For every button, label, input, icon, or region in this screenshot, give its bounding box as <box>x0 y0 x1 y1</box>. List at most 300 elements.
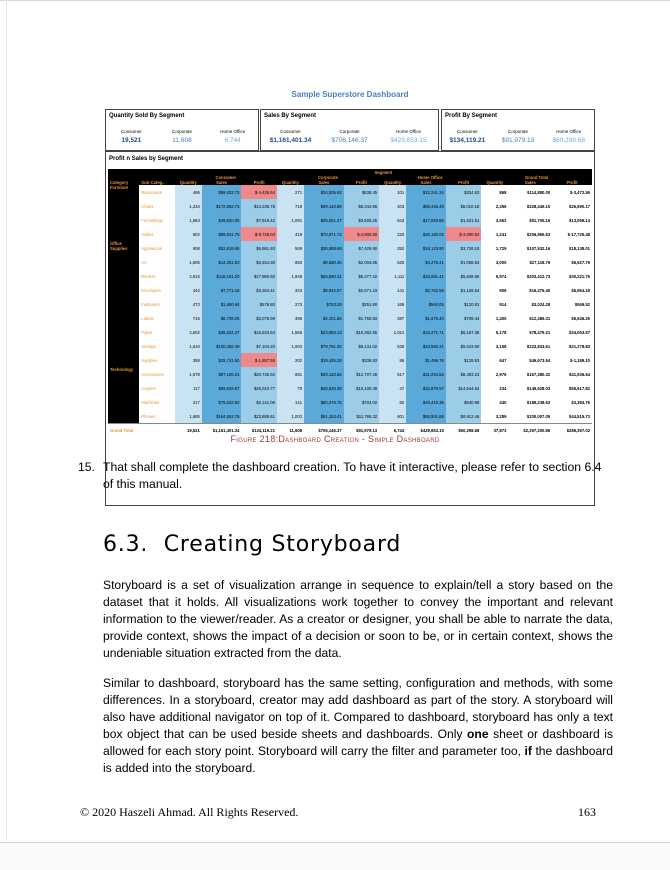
kpi-value: $91,979.13 <box>501 137 535 144</box>
value-cell: 643 <box>379 213 406 227</box>
kpi-values <box>442 137 594 144</box>
value-cell: $56,446.48 <box>406 199 446 213</box>
value-cell: $30,221.76 <box>569 273 590 279</box>
value-cell: $5,010.18 <box>446 199 481 213</box>
value-cell: $2,571.23 <box>344 283 379 297</box>
value-cell: $16,476.40 <box>529 287 551 293</box>
subcategory-cell: Bookcases <box>139 185 174 199</box>
total-value-cell: 6,744 <box>379 424 406 437</box>
category-cell: Office Supplies <box>108 241 139 367</box>
kpi-label: Corporate <box>508 129 529 134</box>
value-cell: 539 <box>379 339 406 353</box>
subcategory-cell: Storage <box>139 339 174 353</box>
value-cell: $34,005.92 <box>304 185 344 199</box>
value-cell: $17,083.85 <box>406 213 446 227</box>
value-cell: $107,532.16 <box>526 245 551 251</box>
total-value-cell: 19,521 <box>175 424 202 437</box>
value-cell: 1,948 <box>277 269 304 283</box>
value-cell: $206,965.53 <box>526 231 551 237</box>
value-cell: $1,128.54 <box>446 283 481 297</box>
value-cell: $189,238.63 <box>526 399 551 405</box>
value-cell: 440 <box>499 399 507 405</box>
value-cell: 1,241 <box>495 231 507 237</box>
value-cell: $8,493.23 <box>446 367 481 381</box>
value-cell: $7,429.90 <box>344 241 379 255</box>
total-value-cell: 37,873 <box>481 424 508 437</box>
value-cell: $1,496.76 <box>406 353 446 367</box>
value-cell: $7,919.42 <box>241 213 276 227</box>
kpi-quantity-card <box>105 109 259 151</box>
kpi-title: Quantity Sold By Segment <box>109 113 185 119</box>
table-row <box>108 395 592 409</box>
total-value-cell: $1,161,401.34 <box>202 424 242 437</box>
value-cell: $949.52 <box>574 301 590 307</box>
value-cell: 881 <box>277 367 304 381</box>
measure-header: Quantity <box>175 180 202 185</box>
value-cell: $36,588.68 <box>304 241 344 255</box>
table-row <box>108 283 592 297</box>
measure-header: Sales <box>202 180 242 185</box>
value-cell: $3,264.41 <box>241 283 276 297</box>
value-cell: $12,486.31 <box>529 315 551 321</box>
value-cell: $26,590.17 <box>569 203 590 209</box>
value-cell: $703.02 <box>344 395 379 409</box>
value-cell: $6,527.79 <box>571 259 590 265</box>
value-cell: $251.90 <box>344 297 379 311</box>
value-cell: 868 <box>499 189 507 195</box>
kpi-value: 6,744 <box>224 137 241 144</box>
value-cell: $2,004.65 <box>344 255 379 269</box>
value-cell: $46,829.39 <box>304 381 344 395</box>
value-cell: $9,131.02 <box>344 339 379 353</box>
value-cell: $203,412.73 <box>526 273 551 279</box>
value-cell: $149,528.03 <box>526 385 551 391</box>
value-cell: $1,631.51 <box>446 213 481 227</box>
table-row <box>108 297 592 311</box>
value-cell: $18,271.71 <box>406 325 446 339</box>
value-cell: $99,140.88 <box>304 199 344 213</box>
value-cell: $-17,725.48 <box>567 231 590 237</box>
value-cell: $7,771.15 <box>202 283 242 297</box>
table-row <box>108 409 592 424</box>
value-cell: $31,094.52 <box>406 367 446 381</box>
value-cell: $14,544.84 <box>446 381 481 395</box>
dashboard-title: Sample Superstore Dashboard <box>291 90 409 99</box>
value-cell: $223,843.61 <box>526 343 551 349</box>
kpi-label: Corporate <box>339 129 360 134</box>
value-cell: 602 <box>175 227 202 241</box>
value-cell: $-4,906.50 <box>344 227 379 241</box>
subcategory-cell: Appliances <box>139 241 174 255</box>
value-cell: 5,974 <box>495 273 507 279</box>
value-cell: 271 <box>277 185 304 199</box>
value-cell: $120.81 <box>446 297 481 311</box>
value-cell: 525 <box>379 255 406 269</box>
list-item-15 <box>78 459 613 493</box>
value-cell: $576.80 <box>241 297 276 311</box>
value-cell: $41,936.64 <box>569 371 590 377</box>
value-cell: 234 <box>499 385 507 391</box>
value-cell: $12,707.49 <box>344 367 379 381</box>
value-cell: $75,542.82 <box>202 395 242 409</box>
group-header: Consumer <box>175 175 277 180</box>
value-cell: $49,419.35 <box>406 395 446 409</box>
value-cell: 1,555 <box>277 325 304 339</box>
subcategory-cell: Machines <box>139 395 174 409</box>
value-cell: $1,068.84 <box>446 255 481 269</box>
subcategory-cell: Fasteners <box>139 297 174 311</box>
grand-total-label: Grand Total <box>108 424 175 437</box>
table-row <box>108 381 592 395</box>
value-cell: $44,515.73 <box>569 413 590 419</box>
profit-sales-pivot-table <box>105 151 595 506</box>
pivot-grid <box>108 169 592 436</box>
value-cell: $3,024.28 <box>531 301 551 307</box>
group-header: Grand Total <box>481 175 592 180</box>
value-cell: $5,942.67 <box>304 283 344 297</box>
value-cell: 287 <box>379 311 406 325</box>
value-cell: $68,632.73 <box>202 185 242 199</box>
value-cell: 850 <box>277 255 304 269</box>
value-cell: $2,762.59 <box>406 283 446 297</box>
value-cell: $-9,728.04 <box>241 227 276 241</box>
value-cell: $-3,090.94 <box>446 227 481 241</box>
total-value-cell: 11,608 <box>277 424 304 437</box>
value-cell: 168 <box>379 297 406 311</box>
value-cell: 517 <box>379 367 406 381</box>
value-cell: $5,848.86 <box>446 269 481 283</box>
value-cell: $6,344.66 <box>344 199 379 213</box>
kpi-value: $60,298.68 <box>552 137 585 144</box>
page-left-border <box>6 0 7 840</box>
value-cell: 715 <box>175 311 202 325</box>
value-cell: $328,449.10 <box>526 203 551 209</box>
total-value-cell: $706,146.37 <box>304 424 344 437</box>
value-cell: $15,534.54 <box>241 325 276 339</box>
section-heading: 6.3. Creating Storyboard <box>103 532 402 557</box>
value-cell: $638.45 <box>344 185 379 199</box>
value-cell: $3,726.18 <box>446 241 481 255</box>
value-cell: $1,680.94 <box>202 297 242 311</box>
value-cell: 82 <box>379 395 406 409</box>
total-value-cell: $91,979.13 <box>344 424 379 437</box>
table-row <box>108 255 592 269</box>
value-cell: $23,883.13 <box>304 325 344 339</box>
subcategory-cell: Supplies <box>139 353 174 367</box>
value-cell: 220 <box>379 227 406 241</box>
value-cell: $6,964.18 <box>571 287 590 293</box>
value-cell: 1,400 <box>495 315 507 321</box>
table-row <box>108 311 592 325</box>
value-cell: 47 <box>379 381 406 395</box>
value-cell: $3,508.25 <box>344 213 379 227</box>
value-cell: 1,111 <box>379 269 406 283</box>
category-cell: Furniture <box>108 185 139 241</box>
value-cell: $324.63 <box>446 185 481 199</box>
value-cell: $20,735.92 <box>241 367 276 381</box>
value-cell: $7,104.20 <box>241 339 276 353</box>
value-cell: 647 <box>499 357 507 363</box>
value-cell: $49,620.05 <box>202 213 242 227</box>
value-cell: 496 <box>175 185 202 199</box>
paragraph-text: sheet or dashboard is allowed for each story point. Storyboard will carry the filter and parameter too, <box>103 727 613 758</box>
value-cell: 141 <box>379 283 406 297</box>
value-cell: 442 <box>175 283 202 297</box>
value-cell: 101 <box>379 185 406 199</box>
table-row <box>108 213 592 227</box>
value-cell: $18,138.01 <box>569 245 590 251</box>
subcategory-cell: Accessories <box>139 367 174 381</box>
kpi-values <box>106 137 258 144</box>
value-cell: 1,003 <box>277 409 304 424</box>
kpi-labels <box>442 129 594 134</box>
value-cell: $46,673.54 <box>529 357 551 363</box>
value-cell: $99,931.75 <box>202 227 242 241</box>
value-cell: 1,605 <box>175 255 202 269</box>
paragraph-text: Similar to dashboard, storyboard has the same setting, configuration and methods, with some differences. In a storyboard, creator may add dashboard as part of the story. A storyboard will also have additional navigator on top of it. Compared to dashboard, storyboard has only a text box object that can be used beside sheets and dashboards. Only <box>103 676 613 741</box>
value-cell: $21,278.83 <box>569 343 590 349</box>
value-cell: 1,578 <box>175 367 202 381</box>
value-cell: $91,705.16 <box>529 217 551 223</box>
measure-header: Sales <box>508 180 552 185</box>
value-cell: 2,976 <box>495 371 507 377</box>
subcategory-cell: Labels <box>139 311 174 325</box>
value-cell: 2,356 <box>495 203 507 209</box>
value-cell: $2,141.06 <box>241 395 276 409</box>
value-cell: $13,235.78 <box>241 199 276 213</box>
value-cell: $16,100.39 <box>344 381 379 395</box>
value-cell: $560.05 <box>406 297 446 311</box>
subcategory-cell: Binders <box>139 269 174 283</box>
paragraph-text: the dashboard is added into the storyboard. <box>103 744 613 775</box>
value-cell: 719 <box>277 199 304 213</box>
value-cell: 5,178 <box>495 329 507 335</box>
value-cell: 473 <box>175 297 202 311</box>
value-cell: 3,000 <box>495 259 507 265</box>
table-row <box>108 185 592 199</box>
kpi-profit-card <box>441 109 595 151</box>
value-cell: $25,741.50 <box>202 353 242 367</box>
table-row <box>108 241 592 255</box>
list-item-number: 15. <box>78 460 95 474</box>
total-value-cell: $429,653.15 <box>406 424 446 437</box>
footer-page-number: 163 <box>578 805 596 819</box>
measure-header: Sales <box>406 180 446 185</box>
value-cell: 1,003 <box>277 339 304 353</box>
group-header: Home Office <box>379 175 481 180</box>
value-cell: $3,384.76 <box>571 399 590 405</box>
kpi-label: Home Office <box>556 129 582 134</box>
value-cell: $164,552.78 <box>202 409 242 424</box>
kpi-title: Profit By Segment <box>445 113 498 119</box>
value-cell: 70 <box>277 381 304 395</box>
kpi-value: $706,146.37 <box>331 137 368 144</box>
subcategory-cell: Copiers <box>139 381 174 395</box>
value-cell: $-3,472.56 <box>569 189 590 195</box>
value-cell: $14,251.93 <box>202 255 242 269</box>
kpi-title: Sales By Segment <box>264 113 317 119</box>
value-cell: 1,664 <box>175 213 202 227</box>
total-value-cell: $60,298.68 <box>446 424 481 437</box>
group-header: Corporate <box>277 175 379 180</box>
value-cell: $23,886.61 <box>241 409 276 424</box>
measure-header: Quantity <box>481 180 508 185</box>
table-row <box>108 353 592 367</box>
value-cell: $11,766.32 <box>344 409 379 424</box>
value-cell: $330,007.05 <box>526 413 551 419</box>
table-row <box>108 269 592 283</box>
value-cell: $3,075.99 <box>241 311 276 325</box>
value-cell: $19,435.28 <box>304 353 344 367</box>
subcategory-cell: Art <box>139 255 174 269</box>
value-cell: 1,234 <box>175 199 202 213</box>
value-cell: $8,912.46 <box>446 409 481 424</box>
value-cell: $17,980.60 <box>241 269 276 283</box>
list-item-text: That shall complete the dashboard creation. To have it interactive, please refer to section 6.4 of this manual. <box>103 460 602 491</box>
measure-header: Profit <box>344 180 379 185</box>
segment-header: Segment <box>175 169 592 175</box>
value-cell: $5,043.60 <box>446 339 481 353</box>
value-cell: $172,862.74 <box>202 199 242 213</box>
measure-header: Profit <box>552 180 592 185</box>
paragraph-emphasis: if <box>524 744 532 758</box>
value-cell: 1,021 <box>379 325 406 339</box>
figure-caption: Figure 218:Dashboard Creation - Simple Dashboard <box>230 434 440 444</box>
subcategory-cell: Phones <box>139 409 174 424</box>
value-cell: 3,289 <box>495 413 507 419</box>
value-cell: $34,053.57 <box>569 329 590 335</box>
value-cell: $52,819.58 <box>202 241 242 255</box>
value-cell: 2,602 <box>175 325 202 339</box>
pivot-title: Profit n Sales by Segment <box>109 156 184 162</box>
value-cell: 117 <box>175 381 202 395</box>
value-cell: 601 <box>379 409 406 424</box>
kpi-value: $429,653.15 <box>390 137 427 144</box>
kpi-value: $134,119.21 <box>449 137 486 144</box>
value-cell: 86 <box>379 353 406 367</box>
measure-header: Profit <box>241 180 276 185</box>
total-value-cell: $2,297,200.86 <box>508 424 552 437</box>
value-cell: $25,001.27 <box>304 213 344 227</box>
value-cell: $49,130.56 <box>304 367 344 381</box>
value-cell: $6,981.93 <box>241 241 276 255</box>
kpi-value: 11,608 <box>172 137 192 144</box>
value-cell: 359 <box>175 353 202 367</box>
value-cell: $60,276.75 <box>304 395 344 409</box>
value-cell: $13,059.14 <box>569 217 590 223</box>
value-cell: $-4,435.64 <box>241 185 276 199</box>
table-row <box>108 339 592 353</box>
value-cell: 252 <box>379 241 406 255</box>
value-cell: $-1,657.55 <box>241 353 276 367</box>
paragraph-storyboard-differences <box>103 675 613 777</box>
subcategory-cell: Furnishings <box>139 213 174 227</box>
kpi-label: Home Office <box>220 129 246 134</box>
value-cell: $129.53 <box>446 353 481 367</box>
subcategory-column-header: Sub-Categ.. <box>139 180 174 185</box>
kpi-values <box>261 137 438 144</box>
value-cell: $32,879.57 <box>406 381 446 395</box>
value-cell: $167,380.32 <box>526 371 551 377</box>
subcategory-cell: Paper <box>139 325 174 339</box>
kpi-label: Consumer <box>456 129 478 134</box>
value-cell: 1,610 <box>175 339 202 353</box>
value-cell: 908 <box>175 241 202 255</box>
value-cell: 273 <box>277 297 304 311</box>
subcategory-cell: Tables <box>139 227 174 241</box>
value-cell: $70,871.72 <box>304 227 344 241</box>
value-cell: $338.93 <box>344 353 379 367</box>
value-cell: 1,091 <box>277 213 304 227</box>
value-cell: 1,685 <box>175 409 202 424</box>
value-cell: 906 <box>499 287 507 293</box>
value-cell: 3,563 <box>495 217 507 223</box>
table-row <box>108 227 592 241</box>
value-cell: $27,118.79 <box>529 259 551 265</box>
value-cell: 398 <box>277 311 304 325</box>
value-cell: 217 <box>175 395 202 409</box>
value-cell: $87,105.24 <box>202 367 242 381</box>
value-cell: $8,157.38 <box>446 325 481 339</box>
table-row <box>108 367 592 381</box>
kpi-label: Home Office <box>396 129 421 134</box>
value-cell: $91,153.41 <box>304 409 344 424</box>
value-cell: 419 <box>277 227 304 241</box>
value-cell: $33,691.41 <box>406 269 446 283</box>
value-cell: $25,010.77 <box>241 381 276 395</box>
value-cell: $43,560.21 <box>406 339 446 353</box>
measure-header: Quantity <box>277 180 304 185</box>
value-cell: $1,760.83 <box>344 311 379 325</box>
kpi-value: $1,161,401.34 <box>269 137 312 144</box>
value-cell: $36,160.02 <box>406 227 446 241</box>
value-cell: $12,241.34 <box>406 185 446 199</box>
kpi-label: Consumer <box>120 129 142 134</box>
value-cell: $8,590.45 <box>304 255 344 269</box>
value-cell: $-1,189.10 <box>569 357 590 363</box>
value-cell: $1,675.40 <box>406 311 446 325</box>
measure-header: Quantity <box>379 180 406 185</box>
page-top-border <box>0 0 670 1</box>
value-cell: $3,454.30 <box>241 255 276 269</box>
table-row <box>108 325 592 339</box>
category-cell: Technology <box>108 367 139 424</box>
value-cell: 1,729 <box>495 245 507 251</box>
value-cell: $4,101.65 <box>304 311 344 325</box>
value-cell: $10,382.55 <box>344 325 379 339</box>
value-cell: 403 <box>379 199 406 213</box>
kpi-labels <box>261 129 438 134</box>
kpi-sales-card <box>260 109 439 151</box>
value-cell: 3,158 <box>495 343 507 349</box>
kpi-labels <box>106 129 258 134</box>
paragraph-storyboard-definition: Storyboard is a set of visualization arrange in sequence to explain/tell a story based on the dataset that it holds. All visualizations work together to convey the important and relevant information to the viewer/reader. As a creator or designer, you shall be able to narrate the data, provide context, shows the impact of a decision or soon to be, or in certain context, shows the undeniable situation extracted from the data. <box>103 578 613 660</box>
value-cell: $5,546.25 <box>571 315 590 321</box>
subcategory-cell: Envelopes <box>139 283 174 297</box>
kpi-label: Consumer <box>280 129 301 134</box>
value-cell: 2,915 <box>175 269 202 283</box>
value-cell: $114,880.00 <box>527 189 551 195</box>
total-value-cell: $134,119.21 <box>241 424 276 437</box>
kpi-label: Corporate <box>172 129 193 134</box>
value-cell: $69,819.97 <box>202 381 242 395</box>
value-cell: $55,617.82 <box>569 385 590 391</box>
value-cell: $18,123.90 <box>406 241 446 255</box>
value-cell: $709.44 <box>446 311 481 325</box>
value-cell: $79,791.00 <box>304 339 344 353</box>
value-cell: $68,501.88 <box>406 409 446 424</box>
footer-copyright: © 2020 Haszeli Ahmad. All Rights Reserved. <box>80 805 299 819</box>
